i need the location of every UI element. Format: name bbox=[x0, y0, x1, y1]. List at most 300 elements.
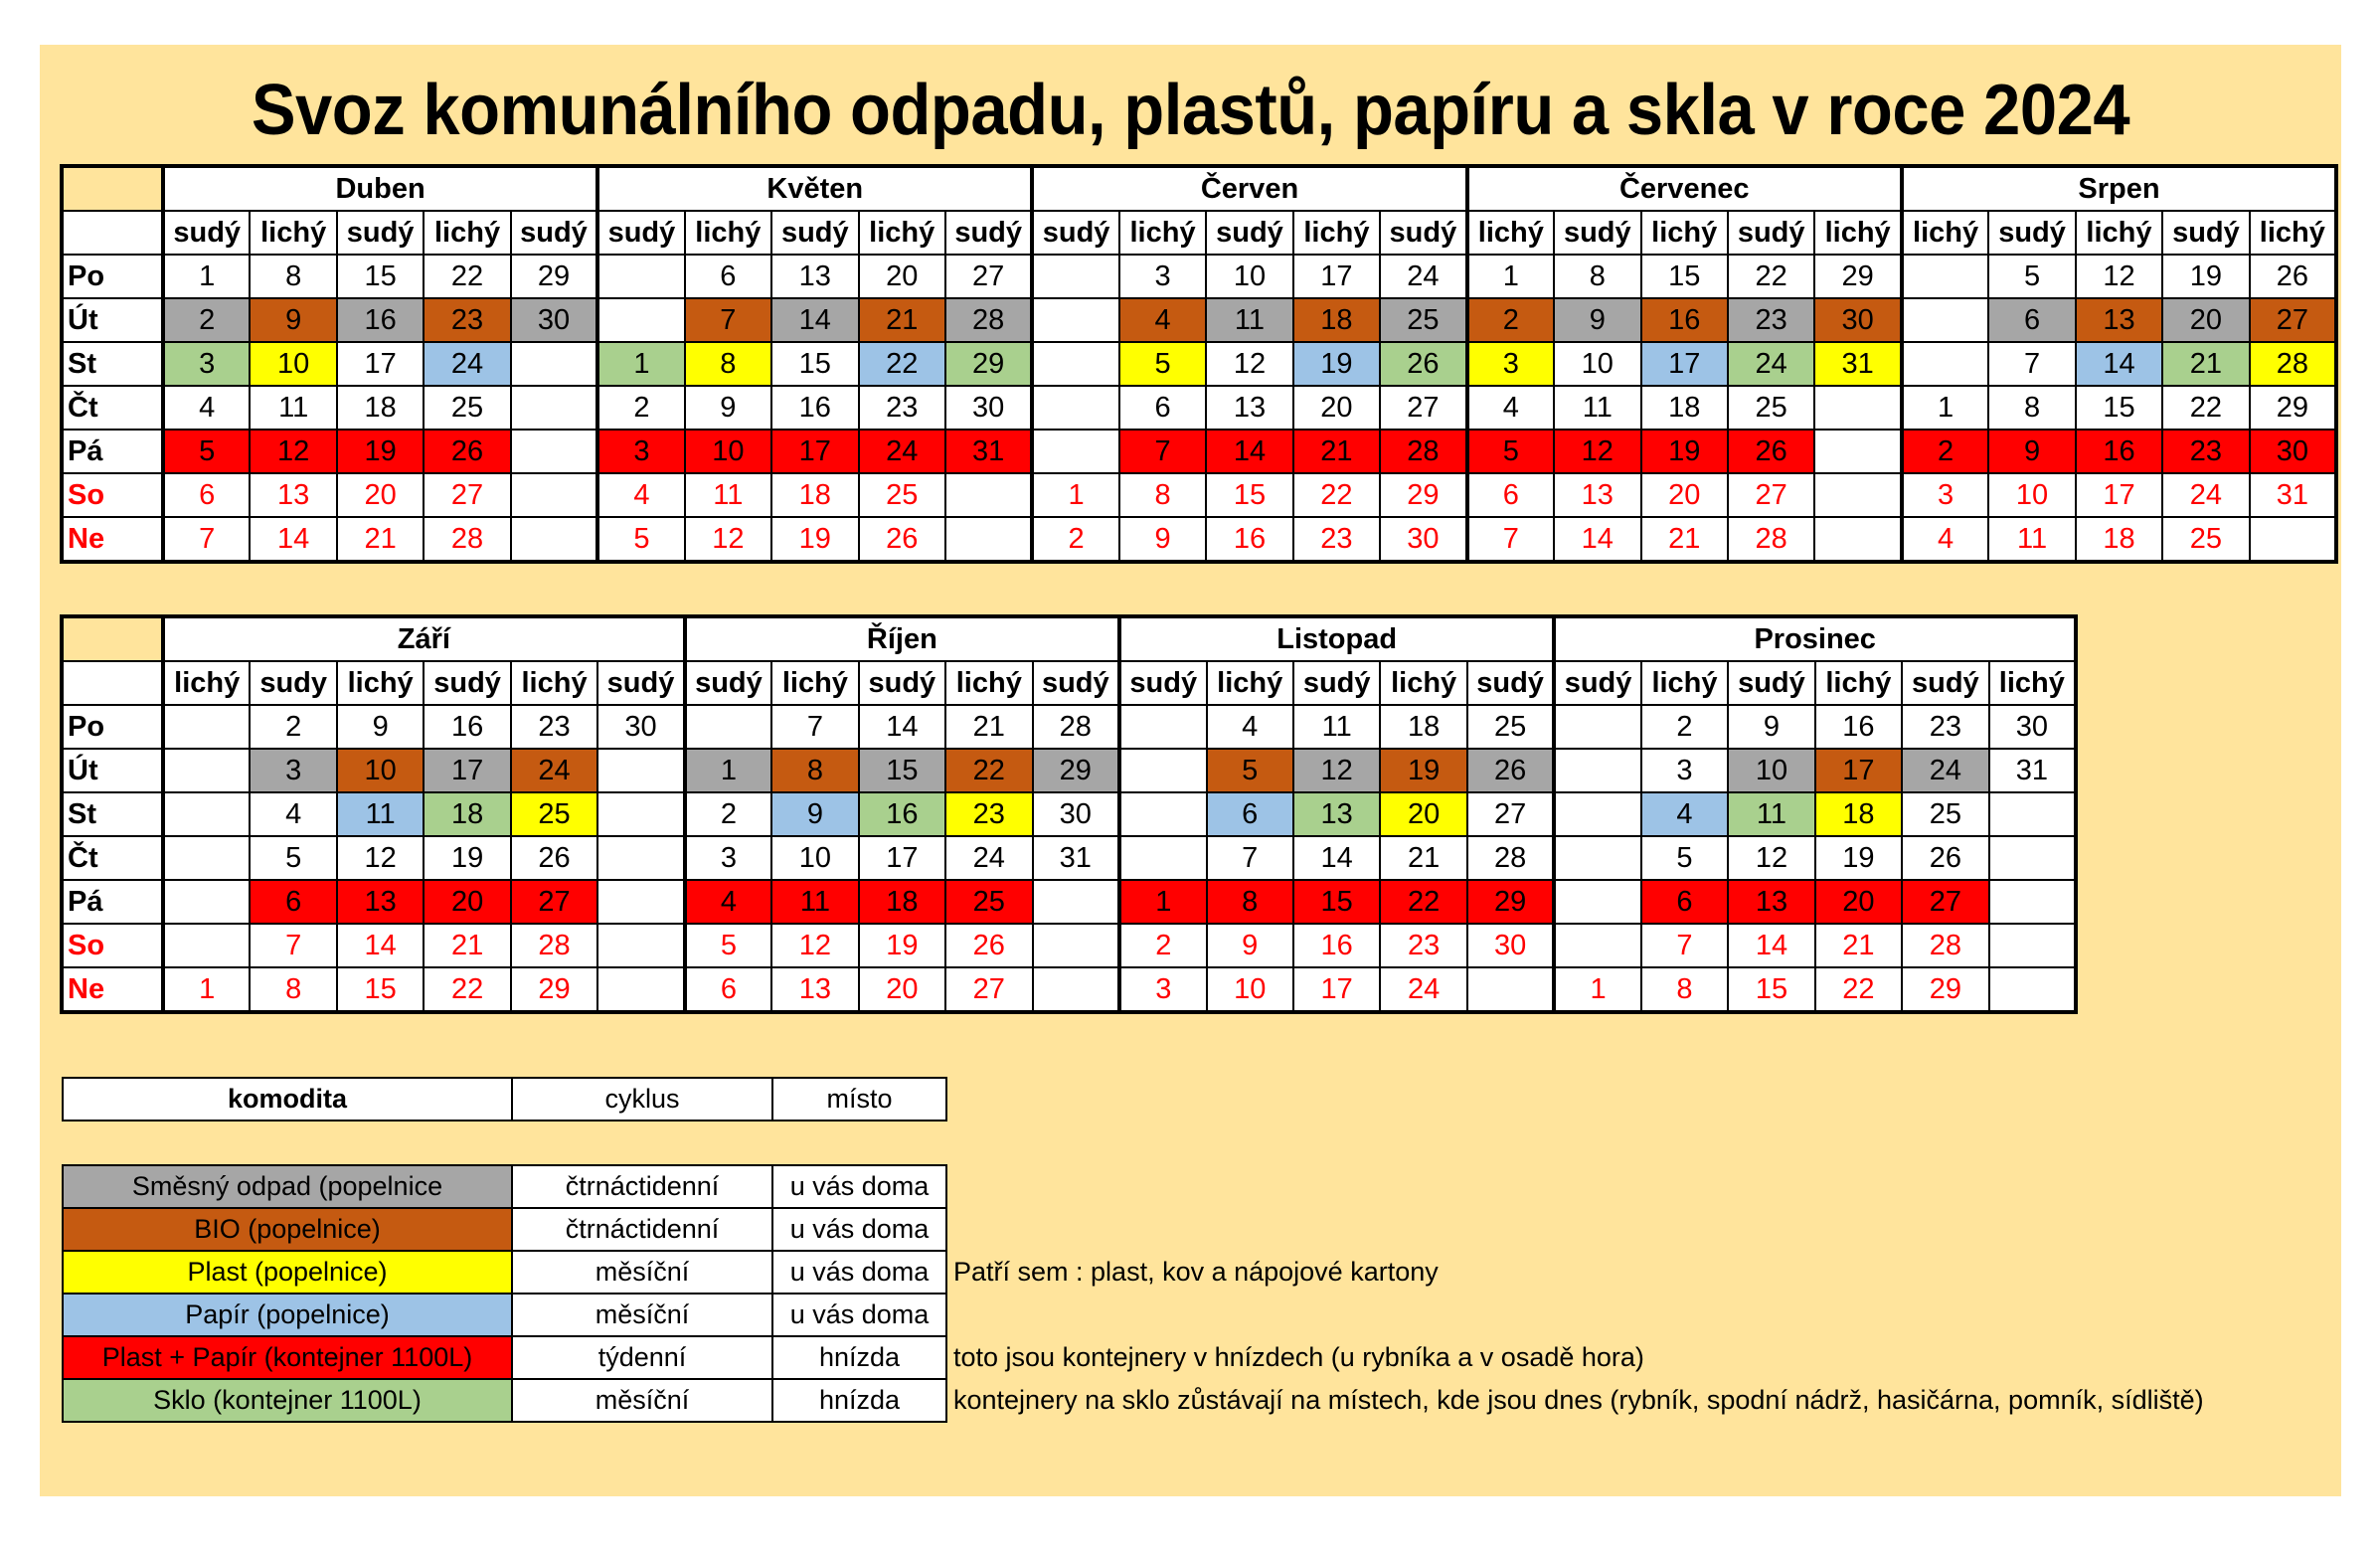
week-parity-row bbox=[62, 661, 2076, 705]
day-cell bbox=[1902, 342, 1988, 386]
day-cell: 15 bbox=[1641, 255, 1728, 298]
day-cell: 3 bbox=[685, 836, 771, 880]
legend-komodita: BIO (popelnice) bbox=[63, 1208, 512, 1251]
day-cell: 21 bbox=[2162, 342, 2249, 386]
day-cell: 7 bbox=[1119, 430, 1206, 473]
week-parity-label: sudý bbox=[1033, 661, 1120, 705]
day-cell: 2 bbox=[1902, 430, 1988, 473]
day-cell: 16 bbox=[337, 298, 424, 342]
day-cell: 11 bbox=[1293, 705, 1380, 749]
day-cell bbox=[2250, 517, 2336, 562]
day-cell: 25 bbox=[1728, 386, 1814, 430]
month-name: Listopad bbox=[1119, 616, 1554, 661]
day-cell: 19 bbox=[859, 924, 945, 967]
legend-misto: u vás doma bbox=[772, 1294, 946, 1336]
legend-misto: u vás doma bbox=[772, 1208, 946, 1251]
day-cell: 14 bbox=[771, 298, 858, 342]
day-cell: 16 bbox=[1293, 924, 1380, 967]
day-cell: 22 bbox=[1815, 967, 1902, 1012]
weekday-row bbox=[62, 705, 2076, 749]
day-cell: 7 bbox=[1207, 836, 1293, 880]
day-cell: 29 bbox=[1380, 473, 1467, 517]
day-cell: 23 bbox=[1293, 517, 1380, 562]
day-cell: 25 bbox=[424, 386, 510, 430]
week-parity-label: lichý bbox=[163, 661, 250, 705]
day-cell: 24 bbox=[1380, 255, 1467, 298]
legend-note: toto jsou kontejnery v hnízdech (u rybníka a v osadě hora) bbox=[953, 1342, 1644, 1372]
weekday-row bbox=[62, 880, 2076, 924]
day-cell: 2 bbox=[1641, 705, 1728, 749]
day-cell: 29 bbox=[1902, 967, 1988, 1012]
day-cell: 19 bbox=[424, 836, 510, 880]
day-cell: 2 bbox=[1119, 924, 1206, 967]
day-cell: 23 bbox=[424, 298, 510, 342]
day-cell bbox=[1814, 430, 1902, 473]
page-title: Svoz komunálního odpadu, plastů, papíru a skla v roce 2024 bbox=[251, 71, 2130, 150]
week-parity-label: sudý bbox=[1728, 211, 1814, 255]
day-cell: 29 bbox=[1033, 749, 1120, 792]
day-cell: 26 bbox=[945, 924, 1032, 967]
corner-cell bbox=[62, 616, 163, 661]
legend-header-komodita: komodita bbox=[63, 1078, 512, 1121]
legend-row bbox=[63, 1294, 2239, 1336]
weekday-row bbox=[62, 836, 2076, 880]
day-cell: 17 bbox=[1293, 255, 1380, 298]
day-cell: 20 bbox=[859, 255, 945, 298]
day-cell: 25 bbox=[859, 473, 945, 517]
day-cell: 15 bbox=[337, 967, 424, 1012]
day-cell: 28 bbox=[1033, 705, 1120, 749]
legend-cyklus: měsíční bbox=[512, 1251, 772, 1294]
day-cell: 17 bbox=[771, 430, 858, 473]
day-cell: 4 bbox=[1207, 705, 1293, 749]
month-name: Květen bbox=[597, 166, 1032, 211]
day-cell: 1 bbox=[1902, 386, 1988, 430]
day-cell: 20 bbox=[1380, 792, 1466, 836]
legend-header-table bbox=[62, 1077, 947, 1122]
day-cell: 30 bbox=[945, 386, 1032, 430]
day-cell: 13 bbox=[771, 967, 858, 1012]
calendar-april-august bbox=[60, 164, 2338, 564]
weekday-name: St bbox=[62, 342, 163, 386]
day-cell: 10 bbox=[1554, 342, 1640, 386]
month-name: Září bbox=[163, 616, 685, 661]
day-cell bbox=[1814, 473, 1902, 517]
week-parity-label: lichý bbox=[685, 211, 771, 255]
week-parity-label: sudý bbox=[1467, 661, 1554, 705]
day-cell: 28 bbox=[1467, 836, 1554, 880]
week-parity-label: sudý bbox=[771, 211, 858, 255]
week-parity-label: lichý bbox=[859, 211, 945, 255]
week-parity-label: lichý bbox=[771, 661, 858, 705]
day-cell: 15 bbox=[1728, 967, 1814, 1012]
day-cell bbox=[1032, 342, 1118, 386]
day-cell: 18 bbox=[1380, 705, 1466, 749]
day-cell: 29 bbox=[511, 967, 597, 1012]
day-cell: 11 bbox=[250, 386, 336, 430]
day-cell: 6 bbox=[685, 255, 771, 298]
day-cell: 23 bbox=[945, 792, 1032, 836]
day-cell: 19 bbox=[2162, 255, 2249, 298]
day-cell: 19 bbox=[1641, 430, 1728, 473]
day-cell: 9 bbox=[337, 705, 424, 749]
day-cell bbox=[163, 836, 250, 880]
day-cell: 21 bbox=[424, 924, 510, 967]
legend-note: Patří sem : plast, kov a nápojové kartony bbox=[953, 1257, 1439, 1287]
day-cell: 24 bbox=[424, 342, 510, 386]
day-cell: 10 bbox=[1728, 749, 1814, 792]
day-cell: 7 bbox=[685, 298, 771, 342]
day-cell bbox=[511, 473, 597, 517]
day-cell: 12 bbox=[771, 924, 858, 967]
day-cell: 28 bbox=[945, 298, 1032, 342]
day-cell: 27 bbox=[511, 880, 597, 924]
day-cell: 13 bbox=[1206, 386, 1292, 430]
legend-komodita: Plast + Papír (kontejner 1100L) bbox=[63, 1336, 512, 1379]
day-cell: 16 bbox=[771, 386, 858, 430]
day-cell: 8 bbox=[1988, 386, 2075, 430]
month-name: Červenec bbox=[1467, 166, 1902, 211]
day-cell: 20 bbox=[424, 880, 510, 924]
day-cell: 21 bbox=[1380, 836, 1466, 880]
week-parity-label: lichý bbox=[250, 211, 336, 255]
day-cell bbox=[163, 792, 250, 836]
day-cell: 30 bbox=[1814, 298, 1902, 342]
legend-misto: u vás doma bbox=[772, 1165, 946, 1208]
day-cell: 11 bbox=[1988, 517, 2075, 562]
day-cell: 14 bbox=[1206, 430, 1292, 473]
weekday-row bbox=[62, 386, 2336, 430]
day-cell: 2 bbox=[597, 386, 684, 430]
week-parity-label: sudý bbox=[1206, 211, 1292, 255]
day-cell: 27 bbox=[1467, 792, 1554, 836]
weekday-row bbox=[62, 792, 2076, 836]
week-parity-label: sudý bbox=[945, 211, 1032, 255]
week-parity-label: lichý bbox=[1641, 661, 1728, 705]
day-cell: 28 bbox=[511, 924, 597, 967]
day-cell: 17 bbox=[859, 836, 945, 880]
day-cell: 24 bbox=[1380, 967, 1466, 1012]
day-cell: 15 bbox=[1293, 880, 1380, 924]
day-cell: 18 bbox=[771, 473, 858, 517]
day-cell bbox=[945, 473, 1032, 517]
day-cell: 12 bbox=[337, 836, 424, 880]
week-parity-label: lichý bbox=[1293, 211, 1380, 255]
day-cell: 18 bbox=[1641, 386, 1728, 430]
week-parity-label: sudý bbox=[1119, 661, 1206, 705]
week-parity-label: sudý bbox=[1988, 211, 2075, 255]
week-parity-label: lichý bbox=[1815, 661, 1902, 705]
day-cell: 29 bbox=[945, 342, 1032, 386]
week-parity-label: sudý bbox=[1380, 211, 1467, 255]
day-cell: 6 bbox=[163, 473, 250, 517]
day-cell: 27 bbox=[2250, 298, 2336, 342]
week-parity-label: sudý bbox=[163, 211, 250, 255]
week-parity-label: sudý bbox=[859, 661, 945, 705]
legend-komodita: Plast (popelnice) bbox=[63, 1251, 512, 1294]
weekday-name: St bbox=[62, 792, 163, 836]
day-cell: 3 bbox=[1119, 255, 1206, 298]
week-parity-label: sudy bbox=[250, 661, 336, 705]
day-cell: 20 bbox=[2162, 298, 2249, 342]
day-cell: 5 bbox=[1119, 342, 1206, 386]
legend-row bbox=[63, 1379, 2239, 1422]
day-cell: 19 bbox=[1293, 342, 1380, 386]
day-cell: 8 bbox=[685, 342, 771, 386]
day-cell: 26 bbox=[1380, 342, 1467, 386]
weekday-name: Pá bbox=[62, 430, 163, 473]
day-cell: 6 bbox=[1207, 792, 1293, 836]
day-cell: 30 bbox=[1380, 517, 1467, 562]
weekday-row bbox=[62, 967, 2076, 1012]
day-cell: 15 bbox=[1206, 473, 1292, 517]
day-cell bbox=[1989, 836, 2076, 880]
day-cell: 4 bbox=[1467, 386, 1554, 430]
day-cell bbox=[1032, 298, 1118, 342]
calendar-september-december bbox=[60, 614, 2078, 1014]
day-cell bbox=[1814, 517, 1902, 562]
day-cell: 16 bbox=[1641, 298, 1728, 342]
day-cell bbox=[597, 967, 684, 1012]
day-cell: 3 bbox=[163, 342, 250, 386]
day-cell: 18 bbox=[1293, 298, 1380, 342]
day-cell: 17 bbox=[2076, 473, 2162, 517]
day-cell: 4 bbox=[250, 792, 336, 836]
day-cell: 24 bbox=[1728, 342, 1814, 386]
day-cell: 18 bbox=[424, 792, 510, 836]
legend-table bbox=[62, 1164, 2240, 1423]
weekday-name: Po bbox=[62, 705, 163, 749]
week-parity-label: lichý bbox=[1814, 211, 1902, 255]
day-cell: 28 bbox=[2250, 342, 2336, 386]
day-cell bbox=[1033, 924, 1120, 967]
day-cell: 8 bbox=[1119, 473, 1206, 517]
day-cell: 9 bbox=[250, 298, 336, 342]
day-cell: 3 bbox=[1902, 473, 1988, 517]
day-cell: 14 bbox=[250, 517, 336, 562]
day-cell: 28 bbox=[1902, 924, 1988, 967]
day-cell bbox=[1119, 836, 1206, 880]
day-cell: 4 bbox=[1641, 792, 1728, 836]
day-cell bbox=[1989, 967, 2076, 1012]
day-cell: 9 bbox=[1988, 430, 2075, 473]
day-cell: 3 bbox=[250, 749, 336, 792]
day-cell: 4 bbox=[163, 386, 250, 430]
day-cell: 11 bbox=[771, 880, 858, 924]
day-cell: 23 bbox=[1728, 298, 1814, 342]
week-parity-label: lichý bbox=[2076, 211, 2162, 255]
day-cell bbox=[1554, 880, 1640, 924]
day-cell: 18 bbox=[859, 880, 945, 924]
day-cell: 1 bbox=[1032, 473, 1118, 517]
day-cell bbox=[597, 880, 684, 924]
day-cell: 22 bbox=[424, 967, 510, 1012]
day-cell bbox=[1467, 967, 1554, 1012]
day-cell: 15 bbox=[2076, 386, 2162, 430]
legend-komodita: Papír (popelnice) bbox=[63, 1294, 512, 1336]
weekday-name: Pá bbox=[62, 880, 163, 924]
day-cell: 9 bbox=[1207, 924, 1293, 967]
week-parity-label: lichý bbox=[2250, 211, 2336, 255]
day-cell: 27 bbox=[1380, 386, 1467, 430]
day-cell: 25 bbox=[1467, 705, 1554, 749]
legend-row bbox=[63, 1208, 2239, 1251]
day-cell: 13 bbox=[771, 255, 858, 298]
week-parity-label: sudý bbox=[1902, 661, 1988, 705]
day-cell: 24 bbox=[945, 836, 1032, 880]
legend-misto: hnízda bbox=[772, 1336, 946, 1379]
legend-header-cyklus: cyklus bbox=[512, 1078, 772, 1121]
weekday-name: Út bbox=[62, 298, 163, 342]
weekday-name: Ne bbox=[62, 967, 163, 1012]
legend-row bbox=[63, 1251, 2239, 1294]
day-cell: 10 bbox=[1206, 255, 1292, 298]
day-cell: 29 bbox=[2250, 386, 2336, 430]
day-cell: 27 bbox=[424, 473, 510, 517]
day-cell: 28 bbox=[424, 517, 510, 562]
weekday-name: Čt bbox=[62, 836, 163, 880]
week-parity-label: sudý bbox=[337, 211, 424, 255]
day-cell bbox=[1033, 880, 1120, 924]
day-cell: 15 bbox=[771, 342, 858, 386]
day-cell bbox=[163, 705, 250, 749]
day-cell: 1 bbox=[163, 967, 250, 1012]
day-cell: 26 bbox=[859, 517, 945, 562]
weekday-row bbox=[62, 473, 2336, 517]
day-cell: 16 bbox=[424, 705, 510, 749]
day-cell bbox=[163, 924, 250, 967]
day-cell bbox=[945, 517, 1032, 562]
weekday-row bbox=[62, 255, 2336, 298]
day-cell: 11 bbox=[337, 792, 424, 836]
month-name: Červen bbox=[1032, 166, 1466, 211]
legend-header-misto: místo bbox=[772, 1078, 946, 1121]
day-cell: 11 bbox=[685, 473, 771, 517]
day-cell: 21 bbox=[1815, 924, 1902, 967]
day-cell: 19 bbox=[771, 517, 858, 562]
day-cell: 1 bbox=[163, 255, 250, 298]
weekday-name: Čt bbox=[62, 386, 163, 430]
day-cell: 31 bbox=[1814, 342, 1902, 386]
day-cell: 8 bbox=[250, 255, 336, 298]
day-cell: 13 bbox=[250, 473, 336, 517]
day-cell: 2 bbox=[163, 298, 250, 342]
legend-cyklus: měsíční bbox=[512, 1294, 772, 1336]
day-cell: 8 bbox=[1207, 880, 1293, 924]
day-cell: 30 bbox=[1989, 705, 2076, 749]
day-cell: 13 bbox=[2076, 298, 2162, 342]
day-cell: 18 bbox=[1815, 792, 1902, 836]
day-cell bbox=[1554, 792, 1640, 836]
day-cell: 2 bbox=[1467, 298, 1554, 342]
day-cell: 12 bbox=[1293, 749, 1380, 792]
day-cell: 19 bbox=[1815, 836, 1902, 880]
day-cell bbox=[597, 792, 684, 836]
day-cell: 26 bbox=[1728, 430, 1814, 473]
day-cell: 20 bbox=[1641, 473, 1728, 517]
day-cell: 9 bbox=[1554, 298, 1640, 342]
day-cell: 7 bbox=[1467, 517, 1554, 562]
day-cell: 25 bbox=[511, 792, 597, 836]
day-cell: 17 bbox=[1815, 749, 1902, 792]
week-parity-label: sudý bbox=[424, 661, 510, 705]
week-parity-label: sudý bbox=[1728, 661, 1814, 705]
day-cell: 15 bbox=[859, 749, 945, 792]
day-cell: 26 bbox=[2250, 255, 2336, 298]
month-header-row bbox=[62, 166, 2336, 211]
day-cell: 10 bbox=[1988, 473, 2075, 517]
day-cell: 28 bbox=[1380, 430, 1467, 473]
day-cell: 5 bbox=[250, 836, 336, 880]
day-cell: 22 bbox=[945, 749, 1032, 792]
week-parity-label: lichý bbox=[1989, 661, 2076, 705]
day-cell bbox=[1119, 749, 1206, 792]
legend-cyklus: čtrnáctidenní bbox=[512, 1165, 772, 1208]
day-cell: 26 bbox=[511, 836, 597, 880]
legend-note: kontejnery na sklo zůstávají na místech, kde jsou dnes (rybník, spodní nádrž, hasičárna, pomník, sídliště) bbox=[953, 1385, 2204, 1415]
week-parity-label: lichý bbox=[337, 661, 424, 705]
day-cell: 1 bbox=[1119, 880, 1206, 924]
corner-cell bbox=[62, 661, 163, 705]
day-cell: 25 bbox=[1902, 792, 1988, 836]
corner-cell bbox=[62, 211, 163, 255]
day-cell: 2 bbox=[685, 792, 771, 836]
weekday-name: Po bbox=[62, 255, 163, 298]
day-cell: 23 bbox=[1380, 924, 1466, 967]
day-cell: 16 bbox=[1815, 705, 1902, 749]
day-cell: 21 bbox=[1293, 430, 1380, 473]
day-cell: 5 bbox=[1207, 749, 1293, 792]
day-cell bbox=[1902, 255, 1988, 298]
corner-cell bbox=[62, 166, 163, 211]
month-name: Říjen bbox=[685, 616, 1119, 661]
day-cell bbox=[1902, 298, 1988, 342]
day-cell: 28 bbox=[1728, 517, 1814, 562]
day-cell: 25 bbox=[2162, 517, 2249, 562]
day-cell: 29 bbox=[1814, 255, 1902, 298]
week-parity-label: lichý bbox=[1119, 211, 1206, 255]
week-parity-label: sudý bbox=[511, 211, 597, 255]
legend-komodita: Směsný odpad (popelnice bbox=[63, 1165, 512, 1208]
day-cell: 10 bbox=[250, 342, 336, 386]
day-cell: 27 bbox=[1902, 880, 1988, 924]
day-cell: 30 bbox=[2250, 430, 2336, 473]
day-cell bbox=[1814, 386, 1902, 430]
weekday-row bbox=[62, 749, 2076, 792]
day-cell: 24 bbox=[2162, 473, 2249, 517]
day-cell: 12 bbox=[1554, 430, 1640, 473]
day-cell: 6 bbox=[685, 967, 771, 1012]
week-parity-label: sudý bbox=[1554, 211, 1640, 255]
legend-note bbox=[946, 1165, 2239, 1208]
week-parity-label: lichý bbox=[945, 661, 1032, 705]
day-cell: 12 bbox=[250, 430, 336, 473]
day-cell: 21 bbox=[945, 705, 1032, 749]
day-cell bbox=[1032, 386, 1118, 430]
day-cell: 4 bbox=[1119, 298, 1206, 342]
day-cell: 17 bbox=[424, 749, 510, 792]
day-cell: 26 bbox=[424, 430, 510, 473]
day-cell: 24 bbox=[859, 430, 945, 473]
day-cell: 23 bbox=[1902, 705, 1988, 749]
week-parity-label: sudý bbox=[1032, 211, 1118, 255]
day-cell: 22 bbox=[2162, 386, 2249, 430]
day-cell: 7 bbox=[163, 517, 250, 562]
day-cell: 25 bbox=[1380, 298, 1467, 342]
day-cell: 31 bbox=[1033, 836, 1120, 880]
day-cell: 23 bbox=[859, 386, 945, 430]
day-cell: 6 bbox=[250, 880, 336, 924]
